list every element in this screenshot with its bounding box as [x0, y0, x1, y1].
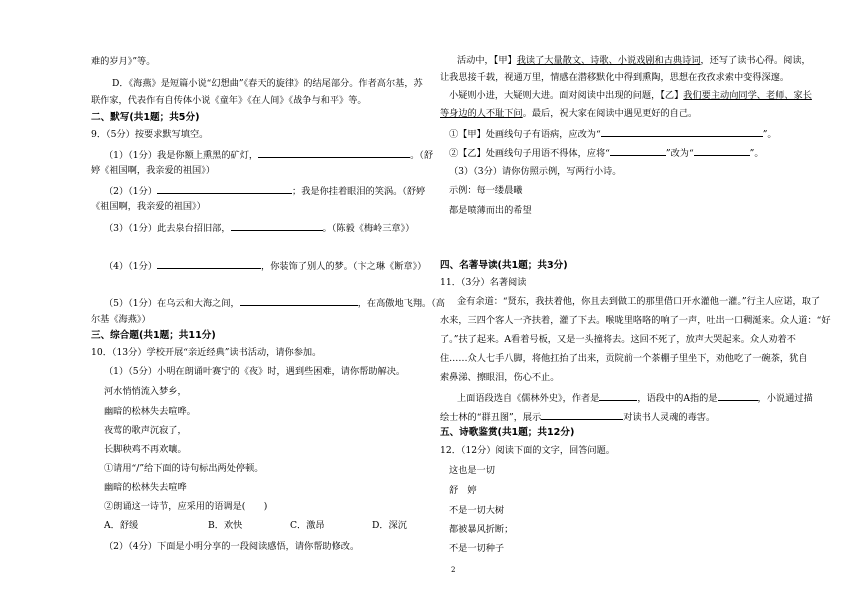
- answer-blank[interactable]: [231, 221, 323, 231]
- section-heading: 五、诗歌鉴赏(共1题；共12分): [440, 427, 575, 438]
- question-9: 9．（5分）按要求默写填空。: [91, 129, 209, 140]
- poem-line: 河水悄悄流入梦乡，: [104, 386, 187, 397]
- answer-blank[interactable]: [157, 184, 292, 194]
- section-heading: 二、默写(共1题；共5分): [91, 112, 200, 123]
- text-line: 活动中，【甲】我读了大量散文、诗歌、小说戏剧和古典诗词，还写了读书心得。阅读，: [457, 55, 811, 66]
- text-line: 等身边的人不耻下问。最后，祝大家在阅读中遇见更好的自己。: [440, 108, 698, 119]
- answer-blank[interactable]: [258, 148, 410, 158]
- poem-line: 幽暗的松林失去喧哗: [104, 482, 187, 493]
- q10-2: （2）（4分）下面是小明分享的一段阅读感悟，请你帮助修改。: [104, 541, 360, 552]
- q9-2: （2）（1分） ；我是你挂着眼泪的笑涡。（舒婷: [104, 186, 426, 197]
- passage-line: 住……众人七手八脚，将他扛抬了出来，贡院前一个茶棚子里坐下，劝他吃了一碗茶，犹自: [440, 353, 808, 364]
- option-d[interactable]: D．深沉: [372, 520, 407, 531]
- page-number: 2: [451, 566, 456, 574]
- answer-blank[interactable]: [718, 391, 758, 401]
- poem-line: 都被暴风折断；: [449, 524, 514, 535]
- section-heading: 四、名著导读(共1题；共3分): [440, 260, 568, 271]
- sub-question: ①请用“/”给下面的诗句标出两处停顿。: [104, 463, 264, 474]
- passage-line: 水来，三四个客人一齐扶着，灌了下去。喉咙里咯咯的响了一声，吐出一口稠涎来。众人道：“好: [440, 315, 831, 326]
- sub-question: ①【甲】处画线句子有语病，应改为“ ”。: [449, 129, 777, 140]
- answer-blank[interactable]: [541, 410, 623, 420]
- answer-blank[interactable]: [240, 296, 358, 306]
- passage-line: 金有余道：“贤东，我扶着他，你且去到做工的那里借口开水灌他一灌。”行主人应诺，取了: [457, 296, 821, 307]
- passage-line: 上面语段选自《儒林外史》，作者是 ，语段中的A指的是 ，小说通过描: [457, 393, 813, 404]
- poem-author: 舒 婷: [449, 485, 477, 496]
- passage-line: 了。”扶了起来。A看着号板，又是一头撞将去。这回不死了，放声大哭起来。众人劝着不: [440, 334, 796, 345]
- poem-line: 幽暗的松林失去喧哗。: [104, 406, 196, 417]
- poem-line: 夜莺的歌声沉寂了，: [104, 425, 187, 436]
- option-b[interactable]: B．欢快: [208, 520, 243, 531]
- text-line: 联作家，代表作有自传体小说《童年》《在人间》《战争与和平》等。: [91, 95, 367, 106]
- section-heading: 三、综合题(共1题；共11分): [91, 330, 216, 341]
- q10-1: （1）（5分）小明在朗诵叶赛宁的《夜》时，遇到些困难，请你帮助解决。: [104, 366, 406, 377]
- answer-blank[interactable]: [610, 146, 666, 156]
- option-c[interactable]: C．激昂: [290, 520, 325, 531]
- q9-3: （3）（1分）此去泉台招旧部， 。（陈毅《梅岭三章》）: [104, 223, 415, 234]
- question-10: 10．（13分）学校开展“亲近经典”读书活动，请你参加。: [91, 347, 322, 358]
- source-line: 《祖国啊，我亲爱的祖国》）: [91, 201, 206, 212]
- source-line: 婷《祖国啊，我亲爱的祖国》）: [91, 165, 216, 176]
- sub-question: （3）（3分）请你仿照示例，写两行小诗。: [449, 166, 622, 177]
- answer-blank[interactable]: [157, 259, 261, 269]
- source-line: 尔基《海燕》）: [91, 314, 151, 325]
- poem-line: 这也是一切: [449, 465, 495, 476]
- question-11: 11．（3分）名著阅读: [440, 277, 527, 288]
- q9-5: （5）（1分）在乌云和大海之间， ，在高傲地飞翔。（高: [104, 298, 445, 309]
- answer-blank[interactable]: [599, 391, 637, 401]
- poem-line: 不是一切大树: [449, 505, 505, 516]
- q9-4: （4）（1分） ，你装饰了别人的梦。（卞之琳《断章》）: [104, 261, 427, 272]
- poem-line: 不是一切种子: [449, 543, 505, 554]
- example-line: 示例：每一缕晨曦: [449, 185, 523, 196]
- question-12: 12．（12分）阅读下面的文字，回答问题。: [440, 445, 615, 456]
- q9-1: （1）（1分）我是你额上熏黑的矿灯， 。（舒: [104, 150, 434, 161]
- sub-question: ②朗诵这一诗节，应采用的语调是( ): [104, 501, 268, 512]
- text-line: 难的岁月》”等。: [91, 56, 156, 67]
- sub-question: ②【乙】处画线句子用语不得体，应将“ ”改为“ ”。: [449, 148, 764, 159]
- option-a[interactable]: A．舒缓: [104, 520, 139, 531]
- answer-blank[interactable]: [694, 146, 750, 156]
- text-line: 小疑则小进，大疑则大进。面对阅读中出现的问题，【乙】我们要主动向同学、老师、家长: [449, 90, 812, 101]
- option-d: D．《海燕》是短篇小说“幻想曲”《春天的旋律》的结尾部分。作者高尔基，苏: [112, 78, 423, 89]
- text-line: 让我思接千载，视通万里，情感在潜移默化中得到熏陶，思想在孜孜求索中变得深邃。: [440, 72, 790, 83]
- example-line: 都是喷薄而出的希望: [449, 205, 532, 216]
- passage-line: 绘士林的“群丑图”，展示 对读书人灵魂的毒害。: [440, 412, 716, 423]
- poem-line: 长脚秧鸡不再欢嚷。: [104, 444, 187, 455]
- passage-line: 索鼻涕、擦眼泪，伤心不止。: [440, 372, 560, 383]
- answer-blank[interactable]: [601, 127, 763, 137]
